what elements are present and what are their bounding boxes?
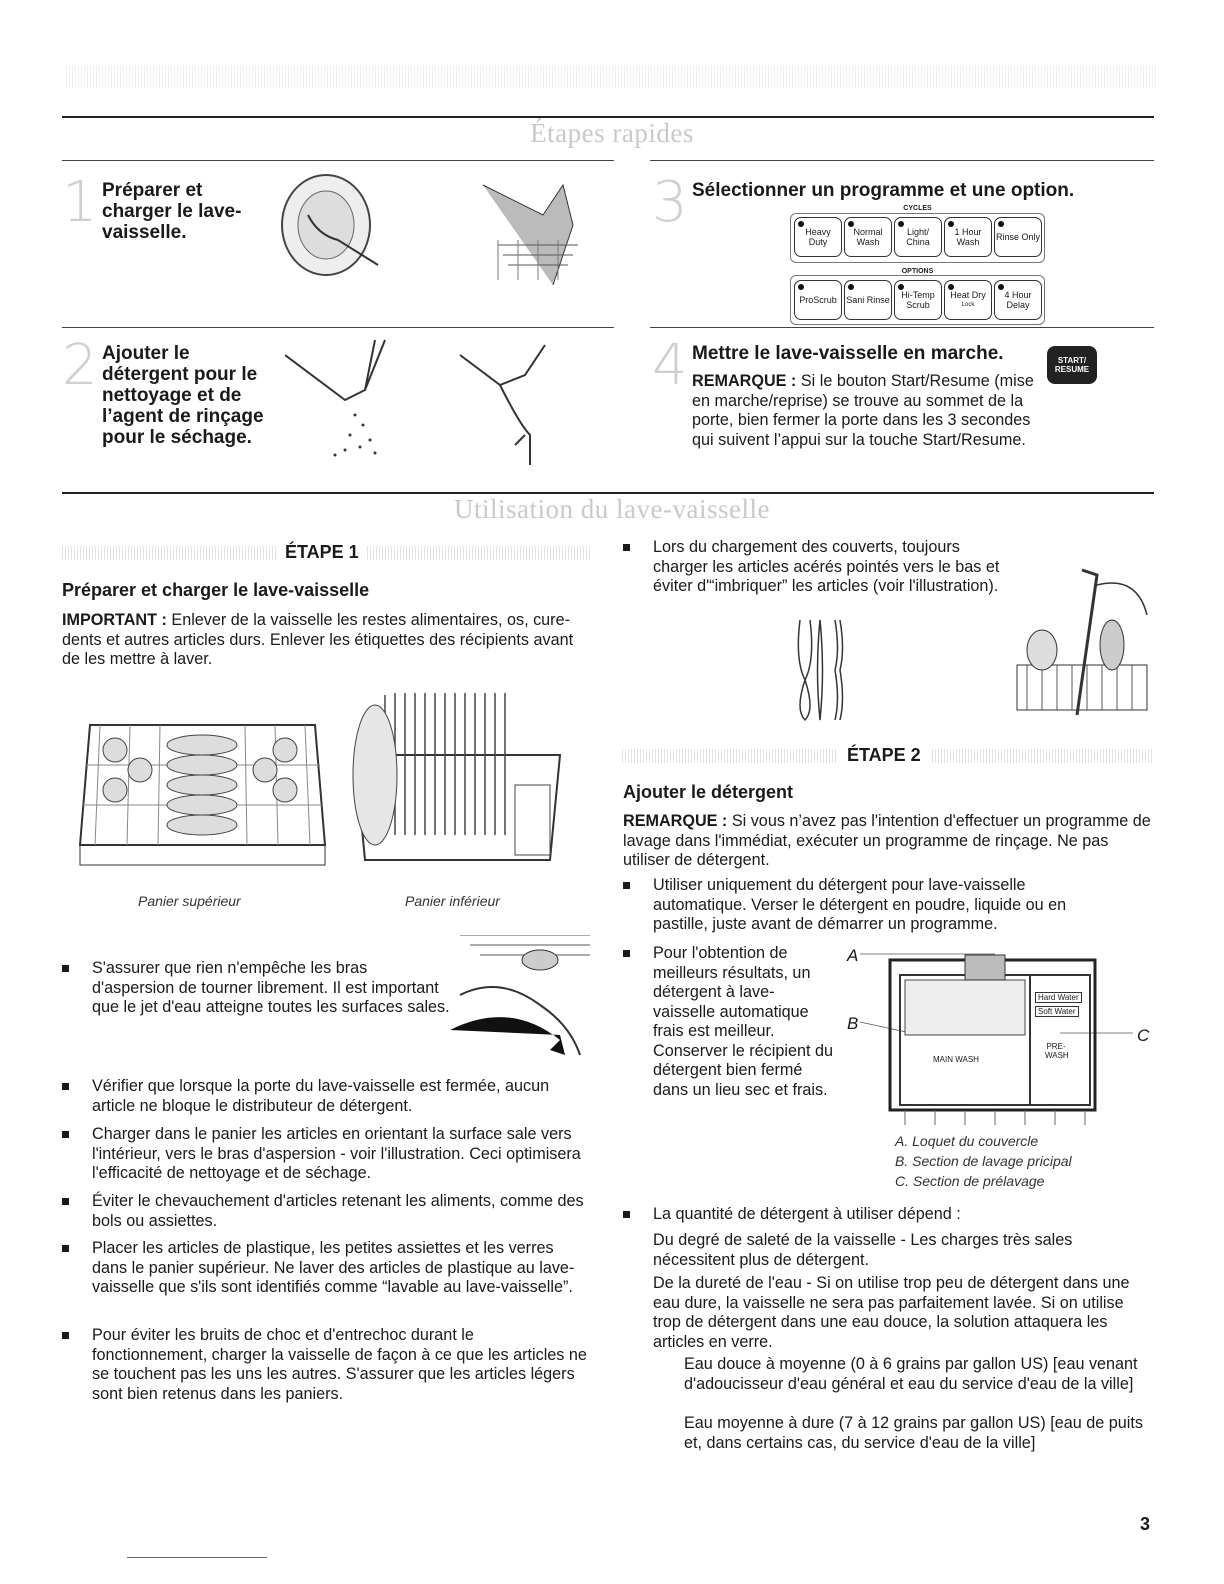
label-a: A bbox=[847, 946, 859, 965]
divider-quick-mid-right bbox=[650, 327, 1154, 328]
quick-steps-title: Étapes rapides bbox=[530, 118, 694, 148]
etape-2-para-3: Eau douce à moyenne (0 à 6 grains par gallon US) [eau venant d'adoucisseur d'eau général et eau du service d'eau de la ville] bbox=[684, 1355, 1138, 1393]
label-b: B bbox=[847, 1014, 859, 1033]
etape-2-label: ÉTAPE 2 bbox=[847, 745, 921, 765]
etape-2-bar bbox=[622, 745, 1154, 767]
quick-step-4-number: 4 bbox=[652, 333, 688, 398]
control-panel bbox=[790, 205, 1045, 323]
hard-water-label: Hard Water bbox=[1035, 992, 1082, 1003]
cycle-rinse-only-button[interactable]: Rinse Only bbox=[994, 217, 1042, 257]
cutlery-illustration bbox=[785, 615, 865, 725]
etape-2-para-1: Du degré de saleté de la vaisselle - Les charges très sales nécessitent plus de détergent. bbox=[653, 1231, 1073, 1269]
divider-quick-mid-left bbox=[62, 327, 614, 328]
divider-quick-left bbox=[62, 160, 614, 161]
cycle-1-hour-wash-button[interactable]: 1 Hour Wash bbox=[944, 217, 992, 257]
quick-step-3-title: Sélectionner un programme et une option. bbox=[692, 180, 1075, 201]
soft-water-label: Soft Water bbox=[1035, 1006, 1079, 1017]
option-heat-dry-button[interactable]: Heat Dry Lock bbox=[944, 280, 992, 320]
dispenser-illustration bbox=[845, 940, 1150, 1130]
etape-1-bullet-5: Placer les articles de plastique, les petites assiettes et les verres dans le panier supérieur. Ne laver des articles de plastique au lave-vaisselle que s'ils sont identifiés comme “lavable au lave-vaisselle”. bbox=[62, 1239, 587, 1298]
cutlery-bullet: Lors du chargement des couverts, toujours charger les articles acérés pointés vers le bas et éviter d'“imbriquer” les articles (voir l'illustration). bbox=[623, 538, 1013, 597]
etape-1-bullet-2: Vérifier que lorsque la porte du lave-vaisselle est fermée, aucun article ne bloque le distributeur de détergent. bbox=[62, 1077, 587, 1116]
divider-quick-right bbox=[650, 160, 1154, 161]
pre-wash-label: PRE- WASH bbox=[1045, 1042, 1069, 1060]
top-decor-band bbox=[66, 66, 1156, 88]
cutlery-basket-illustration bbox=[1012, 565, 1152, 715]
dispenser-caption-a: A. Loquet du couvercle bbox=[895, 1133, 1039, 1149]
cycle-normal-wash-button[interactable]: Normal Wash bbox=[844, 217, 892, 257]
etape-1-bullet-3: Charger dans le panier les articles en orientant la surface sale vers l'intérieur, vers le bras d'aspersion - voir l'illustration. Ceci optimisera l'efficacité de nettoyage et de séchage. bbox=[62, 1125, 587, 1184]
spray-arm-illustration bbox=[450, 935, 590, 1070]
quick-step-4-note: REMARQUE : Si le bouton Start/Resume (mise en marche/reprise) se trouve au sommet de la porte, bien fermer la porte dans les 3 secondes qui suivent l’appui sur la touche Start/Resume. bbox=[692, 372, 1034, 449]
loading-illustration bbox=[278, 165, 598, 285]
cycles-label: CYCLES bbox=[903, 205, 932, 212]
etape-2-bullet-2: Pour l'obtention de meilleurs résultats, un détergent à lave-vaisselle automatique frais est meilleur. Conserver le récipient du détergent bien fermé dans un lieu sec et frais. bbox=[623, 944, 833, 1100]
option-hi-temp-scrub-button[interactable]: Hi-Temp Scrub bbox=[894, 280, 942, 320]
caption-upper-rack: Panier supérieur bbox=[138, 893, 241, 909]
lock-indicator: Lock bbox=[961, 302, 975, 308]
etape-1-bar bbox=[62, 542, 592, 564]
etape-1-label: ÉTAPE 1 bbox=[285, 542, 359, 562]
etape-1-important: IMPORTANT : Enlever de la vaisselle les restes alimentaires, os, cure-dents et autres articles durs. Enlever les étiquettes des récipients avant de les mettre à laver. bbox=[62, 611, 574, 668]
dispenser-caption-b: B. Section de lavage pricipal bbox=[895, 1153, 1072, 1169]
etape-2-para-4: Eau moyenne à dure (7 à 12 grains par gallon US) [eau de puits et, dans certains cas, du service d'eau de la ville] bbox=[684, 1414, 1143, 1452]
cycle-light-china-button[interactable]: Light/ China bbox=[894, 217, 942, 257]
quick-step-2-number: 2 bbox=[62, 333, 98, 398]
etape-1-bullet-6: Pour éviter les bruits de choc et d'entrechoc durant le fonctionnement, charger la vaisselle de façon à ce que les articles ne se touchent pas les uns les autres. S'assurer que les articles légers sont bien retenus dans les paniers. bbox=[62, 1326, 587, 1404]
etape-1-bullet-4: Éviter le chevauchement d'articles retenant les aliments, comme des bols ou assiettes. bbox=[62, 1192, 587, 1231]
option-sani-rinse-button[interactable]: Sani Rinse bbox=[844, 280, 892, 320]
important-label: IMPORTANT : bbox=[62, 611, 167, 629]
note-label: REMARQUE : bbox=[692, 372, 797, 390]
remarque-label: REMARQUE : bbox=[623, 812, 728, 830]
upper-rack-illustration bbox=[70, 685, 335, 890]
page-number: 3 bbox=[1140, 1514, 1151, 1534]
etape-2-heading: Ajouter le détergent bbox=[623, 782, 794, 802]
option-proscrub-button[interactable]: ProScrub bbox=[794, 280, 842, 320]
quick-step-4-title: Mettre le lave-vaisselle en marche. bbox=[692, 343, 1004, 364]
etape-2-bullet-3: La quantité de détergent à utiliser dépend : bbox=[623, 1205, 1143, 1225]
caption-lower-rack: Panier inférieur bbox=[405, 893, 500, 909]
dispenser-caption-c: C. Section de prélavage bbox=[895, 1173, 1045, 1189]
cycle-heavy-duty-button[interactable]: Heavy Duty bbox=[794, 217, 842, 257]
options-label: OPTIONS bbox=[901, 268, 934, 275]
quick-step-2-title: Ajouter le détergent pour le nettoyage et de l’agent de rinçage pour le séchage. bbox=[102, 343, 264, 448]
detergent-illustration bbox=[285, 335, 585, 465]
main-wash-label: MAIN WASH bbox=[933, 1055, 979, 1064]
etape-1-bullet-1: S'assurer que rien n'empêche les bras d'aspersion de tourner librement. Il est important que le jet d'eau atteigne toutes les surfaces sales. bbox=[62, 959, 452, 1018]
option-4-hour-delay-button[interactable]: 4 Hour Delay bbox=[994, 280, 1042, 320]
use-title: Utilisation du lave-vaisselle bbox=[454, 494, 770, 524]
lower-rack-illustration bbox=[345, 685, 570, 875]
start-resume-button[interactable]: START/ RESUME bbox=[1047, 346, 1097, 384]
etape-1-heading: Préparer et charger le lave-vaisselle bbox=[62, 580, 370, 600]
etape-2-para-2: De la dureté de l'eau - Si on utilise trop peu de détergent dans une eau dure, la vaisselle ne sera pas parfaitement lavée. Si on utilise trop de détergent dans une eau douce, la solution attaquera les articles en verre. bbox=[653, 1274, 1130, 1351]
etape-2-remarque: REMARQUE : Si vous n’avez pas l'intention d'effectuer un programme de lavage dans l'immédiat, exécuter un programme de rinçage. Ne pas utiliser de détergent. bbox=[623, 812, 1151, 869]
quick-step-3-number: 3 bbox=[652, 170, 688, 235]
quick-step-1-title: Préparer et charger le lave-vaisselle. bbox=[102, 180, 242, 243]
quick-step-1-number: 1 bbox=[62, 170, 98, 235]
label-c: C bbox=[1137, 1026, 1150, 1045]
footer-rule bbox=[127, 1557, 267, 1558]
etape-2-bullet-1: Utiliser uniquement du détergent pour lave-vaisselle automatique. Verser le détergent en poudre, liquide ou en pastille, juste avant de démarrer un programme. bbox=[623, 876, 1123, 935]
